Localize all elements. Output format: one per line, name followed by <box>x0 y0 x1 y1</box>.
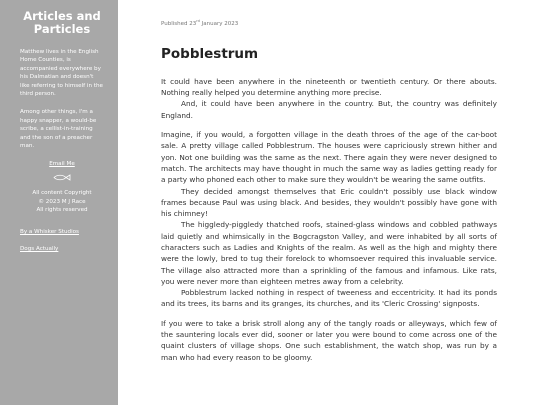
email-me-link[interactable]: Email Me <box>49 161 75 168</box>
bio-paragraph-2: Among other things, I'm a happy snapper, a would-be scribe, a cellist-in-training and the son of a preacher man. <box>20 109 97 150</box>
article-paragraph: If you were to take a brisk stroll along any of the tangly roads or alleyways, which few of the sauntering locals ever did, sooner or later you were bound to come across one of the quaint clusters of village shops. One such establishment, the watch shop, was run by a man who had every reason to be gloomy. <box>161 318 497 362</box>
bio-paragraph: Matthew lives in the English Home Counties, is accompanied everywhere by his Dalmatian and doesn't like referring to himself in the third person. <box>20 49 103 98</box>
article-paragraph: Imagine, if you would, a forgotten village in the death throes of the age of the car-boot sale. A pretty village called Pobblestrum. The houses were capriciously strewn hither and yon. Not one building was the same as the next. There again they were never designed to match. The architects may have thought in much the same way as ladies getting ready for a party who phoned each other to make sure they wouldn't be wearing the same outfits. <box>161 130 497 185</box>
article <box>161 0 497 363</box>
published-ordinal: rd <box>196 19 200 23</box>
copyright-line: All content Copyright <box>32 190 92 197</box>
article-paragraph: Pobblestrum lacked nothing in respect of tweeness and eccentricity. It had its ponds and its trees, its barns and its granges, its churches, and its 'Cleric Crossing' signposts. <box>161 288 497 309</box>
fish-icon <box>53 174 71 181</box>
published-month-year: January 2023 <box>199 20 239 27</box>
by-a-whisker-studios-link[interactable]: By a Whisker Studios <box>20 228 79 235</box>
copyright-block <box>20 189 104 214</box>
site-title[interactable]: Articles and Particles <box>23 9 101 36</box>
published-date <box>161 19 497 27</box>
article-title: Pobblestrum <box>161 45 259 62</box>
article-paragraph: They decided amongst themselves that Eric couldn't possibly use black window frames because Paul was using black. And besides, they wouldn't possibly have gone with his chimney! <box>161 186 497 219</box>
rights-reserved: All rights reserved <box>36 207 88 214</box>
published-prefix: Published 23 <box>161 20 197 27</box>
article-paragraph: The higgledy-piggledy thatched roofs, stained-glass windows and cobbled pathways laid quietly and whimsically in the Bogcragston Valley, and were inhabited by all sorts of characters such as Ladies and Knights of the realm. As well as the high and mighty there were the lowly, bred to tug their forelock to whomsoever required this invaluable service. The village also attracted more than a sprinkling of the famous and infamous. Like rats, you were never more than eighteen metres away from a celebrity. <box>161 220 497 286</box>
article-paragraph: It could have been anywhere in the nineteenth or twentieth century. Or there abouts. Nothing really helped you determine anything more precise. <box>161 76 497 98</box>
sidebar <box>0 0 118 405</box>
copyright-owner: © 2023 M J Race <box>38 198 86 205</box>
article-paragraph: And, it could have been anywhere in the country. But, the country was definitely England. <box>161 99 497 120</box>
dogs-actually-link[interactable]: Dogs Actually <box>20 245 59 252</box>
